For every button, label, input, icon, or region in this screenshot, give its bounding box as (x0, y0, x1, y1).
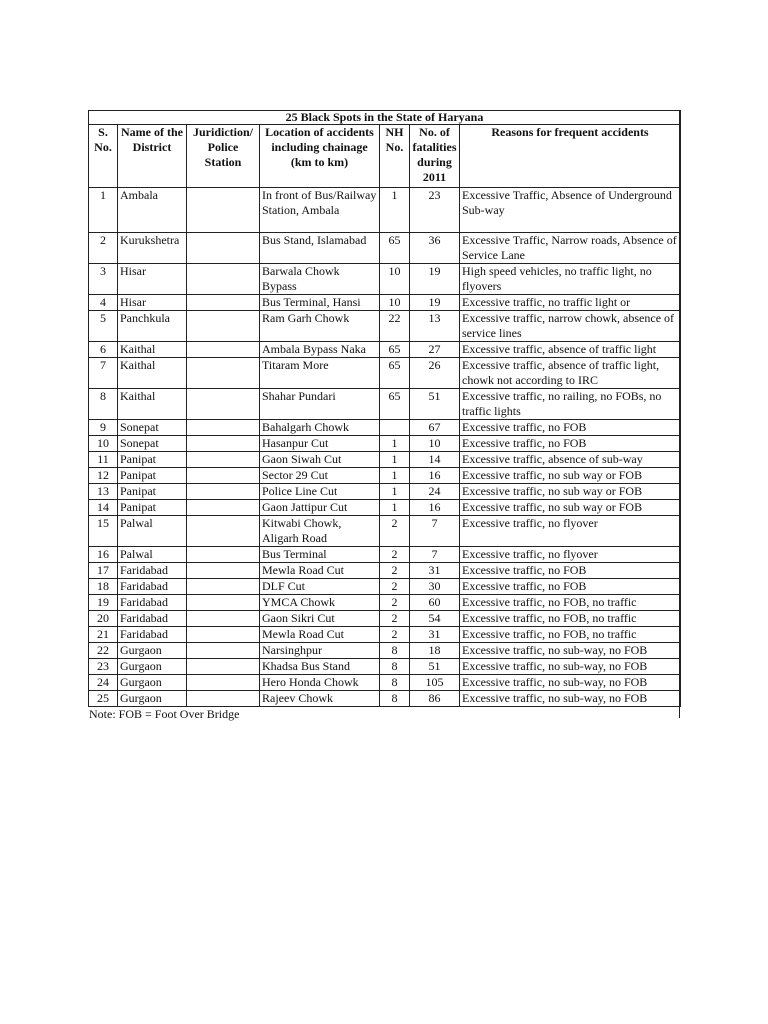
table-row (89, 311, 681, 342)
table-row (89, 420, 681, 436)
cell-sno: 4 (89, 295, 118, 311)
cell-fatalities: 105 (410, 675, 460, 691)
cell-sno: 12 (89, 468, 118, 484)
cell-reasons: Excessive traffic, no sub way or FOB (460, 500, 681, 516)
cell-fatalities: 19 (410, 264, 460, 295)
cell-reasons: High speed vehicles, no traffic light, no flyovers (460, 264, 681, 295)
cell-sno: 23 (89, 659, 118, 675)
cell-fatalities: 27 (410, 342, 460, 358)
cell-location: Titaram More (260, 358, 380, 389)
table-row (89, 389, 681, 420)
cell-location: Bus Terminal, Hansi (260, 295, 380, 311)
cell-location: YMCA Chowk (260, 595, 380, 611)
cell-location: Mewla Road Cut (260, 627, 380, 643)
cell-fatalities: 86 (410, 691, 460, 707)
cell-fatalities: 19 (410, 295, 460, 311)
cell-reasons: Excessive traffic, no flyover (460, 516, 681, 547)
cell-sno: 20 (89, 611, 118, 627)
cell-nh: 2 (380, 595, 410, 611)
cell-station (187, 611, 260, 627)
cell-nh: 10 (380, 264, 410, 295)
cell-sno: 9 (89, 420, 118, 436)
cell-location: Hero Honda Chowk (260, 675, 380, 691)
cell-district: Sonepat (118, 420, 187, 436)
cell-location: Khadsa Bus Stand (260, 659, 380, 675)
table-row (89, 611, 681, 627)
cell-station (187, 643, 260, 659)
cell-station (187, 295, 260, 311)
cell-district: Kurukshetra (118, 233, 187, 264)
cell-district: Panipat (118, 484, 187, 500)
cell-reasons: Excessive traffic, no FOB (460, 420, 681, 436)
cell-fatalities: 23 (410, 188, 460, 233)
cell-sno: 3 (89, 264, 118, 295)
header-district: Name of the District (118, 125, 187, 188)
cell-station (187, 675, 260, 691)
cell-fatalities: 16 (410, 500, 460, 516)
cell-reasons: Excessive Traffic, Narrow roads, Absence of Service Lane (460, 233, 681, 264)
cell-station (187, 233, 260, 264)
header-jurisdiction: Juridiction/ Police Station (187, 125, 260, 188)
cell-station (187, 468, 260, 484)
cell-reasons: Excessive traffic, no FOB (460, 579, 681, 595)
table-header-row (89, 125, 681, 188)
cell-station (187, 358, 260, 389)
cell-location: Gaon Sikri Cut (260, 611, 380, 627)
cell-reasons: Excessive traffic, no sub-way, no FOB (460, 691, 681, 707)
cell-location: Rajeev Chowk (260, 691, 380, 707)
page-rule (679, 110, 680, 718)
cell-district: Gurgaon (118, 643, 187, 659)
cell-station (187, 659, 260, 675)
cell-sno: 18 (89, 579, 118, 595)
cell-location: Hasanpur Cut (260, 436, 380, 452)
header-location: Location of accidents including chainage (km to km) (260, 125, 380, 188)
cell-reasons: Excessive traffic, no flyover (460, 547, 681, 563)
cell-district: Kaithal (118, 389, 187, 420)
cell-nh: 65 (380, 233, 410, 264)
cell-station (187, 627, 260, 643)
cell-district: Panipat (118, 468, 187, 484)
table-row (89, 547, 681, 563)
cell-nh: 65 (380, 389, 410, 420)
cell-location: Bahalgarh Chowk (260, 420, 380, 436)
table-row (89, 691, 681, 707)
cell-district: Faridabad (118, 611, 187, 627)
cell-district: Kaithal (118, 358, 187, 389)
cell-reasons: Excessive traffic, absence of traffic light (460, 342, 681, 358)
cell-district: Gurgaon (118, 659, 187, 675)
cell-station (187, 436, 260, 452)
cell-station (187, 452, 260, 468)
cell-nh: 8 (380, 659, 410, 675)
cell-location: Ambala Bypass Naka (260, 342, 380, 358)
cell-location: Sector 29 Cut (260, 468, 380, 484)
cell-location: In front of Bus/Railway Station, Ambala (260, 188, 380, 233)
cell-nh: 1 (380, 468, 410, 484)
table-row (89, 675, 681, 691)
cell-reasons: Excessive traffic, absence of sub-way (460, 452, 681, 468)
cell-station (187, 500, 260, 516)
header-sno: S. No. (89, 125, 118, 188)
cell-fatalities: 14 (410, 452, 460, 468)
cell-fatalities: 31 (410, 627, 460, 643)
table-note: Note: FOB = Foot Over Bridge (89, 707, 240, 721)
table-row (89, 595, 681, 611)
cell-station (187, 342, 260, 358)
cell-station (187, 389, 260, 420)
cell-station (187, 595, 260, 611)
cell-fatalities: 10 (410, 436, 460, 452)
cell-district: Gurgaon (118, 691, 187, 707)
table-row (89, 264, 681, 295)
table-row (89, 484, 681, 500)
cell-sno: 11 (89, 452, 118, 468)
cell-reasons: Excessive traffic, no railing, no FOBs, no traffic lights (460, 389, 681, 420)
cell-nh: 1 (380, 188, 410, 233)
table-title-row (89, 111, 681, 125)
cell-location: Narsinghpur (260, 643, 380, 659)
table-row (89, 516, 681, 547)
cell-district: Hisar (118, 264, 187, 295)
cell-reasons: Excessive traffic, no sub-way, no FOB (460, 643, 681, 659)
cell-fatalities: 30 (410, 579, 460, 595)
cell-fatalities: 13 (410, 311, 460, 342)
cell-nh: 22 (380, 311, 410, 342)
cell-district: Faridabad (118, 579, 187, 595)
cell-district: Panchkula (118, 311, 187, 342)
cell-location: Ram Garh Chowk (260, 311, 380, 342)
cell-location: Police Line Cut (260, 484, 380, 500)
table-row (89, 188, 681, 233)
cell-station (187, 516, 260, 547)
cell-sno: 19 (89, 595, 118, 611)
cell-fatalities: 26 (410, 358, 460, 389)
table-row (89, 295, 681, 311)
cell-station (187, 691, 260, 707)
table-title: 25 Black Spots in the State of Haryana (89, 111, 681, 125)
cell-nh: 2 (380, 579, 410, 595)
cell-reasons: Excessive traffic, no FOB (460, 563, 681, 579)
cell-location: Gaon Siwah Cut (260, 452, 380, 468)
cell-nh: 2 (380, 516, 410, 547)
cell-location: Kitwabi Chowk, Aligarh Road (260, 516, 380, 547)
cell-fatalities: 36 (410, 233, 460, 264)
cell-district: Faridabad (118, 595, 187, 611)
cell-nh: 8 (380, 675, 410, 691)
cell-sno: 15 (89, 516, 118, 547)
cell-nh: 2 (380, 563, 410, 579)
table-row (89, 233, 681, 264)
cell-fatalities: 24 (410, 484, 460, 500)
cell-district: Gurgaon (118, 675, 187, 691)
cell-fatalities: 18 (410, 643, 460, 659)
cell-reasons: Excessive traffic, no FOB, no traffic (460, 611, 681, 627)
cell-sno: 14 (89, 500, 118, 516)
table-row (89, 579, 681, 595)
cell-nh: 2 (380, 547, 410, 563)
table-body (89, 188, 681, 707)
cell-district: Sonepat (118, 436, 187, 452)
cell-district: Palwal (118, 547, 187, 563)
cell-station (187, 579, 260, 595)
cell-district: Hisar (118, 295, 187, 311)
table-row (89, 436, 681, 452)
cell-reasons: Excessive traffic, narrow chowk, absence of service lines (460, 311, 681, 342)
header-reasons: Reasons for frequent accidents (460, 125, 681, 188)
cell-location: Bus Stand, Islamabad (260, 233, 380, 264)
cell-nh: 2 (380, 627, 410, 643)
cell-station (187, 264, 260, 295)
black-spots-document (88, 110, 680, 722)
cell-location: Shahar Pundari (260, 389, 380, 420)
cell-sno: 21 (89, 627, 118, 643)
cell-sno: 17 (89, 563, 118, 579)
cell-reasons: Excessive Traffic, Absence of Underground Sub-way (460, 188, 681, 233)
cell-station (187, 484, 260, 500)
cell-district: Faridabad (118, 627, 187, 643)
cell-sno: 25 (89, 691, 118, 707)
cell-sno: 7 (89, 358, 118, 389)
cell-fatalities: 51 (410, 389, 460, 420)
cell-fatalities: 54 (410, 611, 460, 627)
cell-location: DLF Cut (260, 579, 380, 595)
cell-reasons: Excessive traffic, no FOB, no traffic (460, 627, 681, 643)
cell-sno: 8 (89, 389, 118, 420)
cell-fatalities: 7 (410, 516, 460, 547)
table-row (89, 500, 681, 516)
cell-nh: 8 (380, 643, 410, 659)
cell-fatalities: 67 (410, 420, 460, 436)
cell-district: Panipat (118, 500, 187, 516)
cell-nh: 1 (380, 452, 410, 468)
cell-reasons: Excessive traffic, no FOB, no traffic (460, 595, 681, 611)
cell-district: Ambala (118, 188, 187, 233)
cell-nh: 8 (380, 691, 410, 707)
table-row (89, 659, 681, 675)
cell-sno: 16 (89, 547, 118, 563)
cell-station (187, 547, 260, 563)
cell-district: Panipat (118, 452, 187, 468)
cell-reasons: Excessive traffic, no FOB (460, 436, 681, 452)
cell-reasons: Excessive traffic, no sub-way, no FOB (460, 659, 681, 675)
cell-reasons: Excessive traffic, no sub way or FOB (460, 468, 681, 484)
cell-nh: 65 (380, 358, 410, 389)
cell-nh: 1 (380, 436, 410, 452)
table-row (89, 452, 681, 468)
cell-sno: 2 (89, 233, 118, 264)
table-row (89, 643, 681, 659)
cell-nh: 1 (380, 500, 410, 516)
cell-nh (380, 420, 410, 436)
cell-district: Kaithal (118, 342, 187, 358)
header-nh: NH No. (380, 125, 410, 188)
cell-fatalities: 51 (410, 659, 460, 675)
cell-district: Palwal (118, 516, 187, 547)
cell-reasons: Excessive traffic, absence of traffic light, chowk not according to IRC (460, 358, 681, 389)
table-row (89, 627, 681, 643)
table-row (89, 342, 681, 358)
cell-station (187, 188, 260, 233)
cell-reasons: Excessive traffic, no sub-way, no FOB (460, 675, 681, 691)
cell-location: Barwala Chowk Bypass (260, 264, 380, 295)
cell-fatalities: 16 (410, 468, 460, 484)
cell-nh: 1 (380, 484, 410, 500)
cell-location: Gaon Jattipur Cut (260, 500, 380, 516)
cell-sno: 24 (89, 675, 118, 691)
cell-district: Faridabad (118, 563, 187, 579)
header-fatalities: No. of fatalities during 2011 (410, 125, 460, 188)
cell-station (187, 563, 260, 579)
table-row (89, 563, 681, 579)
cell-location: Bus Terminal (260, 547, 380, 563)
cell-sno: 13 (89, 484, 118, 500)
cell-nh: 65 (380, 342, 410, 358)
black-spots-table (88, 110, 681, 707)
cell-nh: 10 (380, 295, 410, 311)
cell-nh: 2 (380, 611, 410, 627)
cell-station (187, 311, 260, 342)
cell-fatalities: 31 (410, 563, 460, 579)
cell-sno: 22 (89, 643, 118, 659)
cell-location: Mewla Road Cut (260, 563, 380, 579)
table-row (89, 358, 681, 389)
cell-sno: 6 (89, 342, 118, 358)
cell-fatalities: 7 (410, 547, 460, 563)
cell-station (187, 420, 260, 436)
cell-reasons: Excessive traffic, no sub way or FOB (460, 484, 681, 500)
cell-sno: 10 (89, 436, 118, 452)
cell-reasons: Excessive traffic, no traffic light or (460, 295, 681, 311)
cell-fatalities: 60 (410, 595, 460, 611)
cell-sno: 5 (89, 311, 118, 342)
cell-sno: 1 (89, 188, 118, 233)
table-row (89, 468, 681, 484)
